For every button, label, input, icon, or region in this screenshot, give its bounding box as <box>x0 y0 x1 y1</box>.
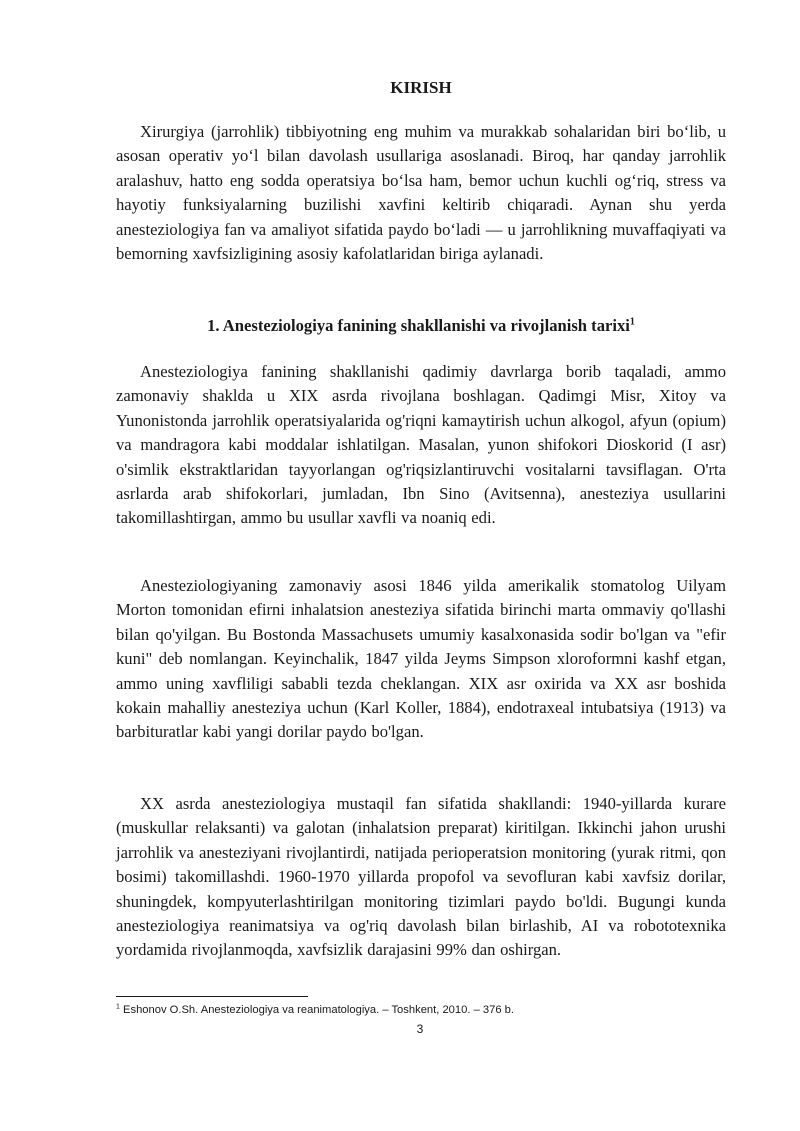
footnote-reference[interactable]: 1 <box>629 316 635 328</box>
section-heading-text: 1. Anesteziologiya fanining shakllanishi va rivojlanish tarixi <box>207 316 630 335</box>
footnote <box>116 1003 726 1018</box>
page-number: 3 <box>416 1022 424 1036</box>
footnote-text: Eshonov O.Sh. Anesteziologiya va reanimatologiya. – Toshkent, 2010. – 376 b. <box>119 1004 515 1016</box>
footnote-marker: 1 <box>116 1003 120 1011</box>
history-paragraph-2: Anesteziologiyaning zamonaviy asosi 1846 yilda amerikalik stomatolog Uilyam Morton tomonidan efirni inhalatsion anesteziya sifatida birinchi marta ommaviy qo'llashi bilan qo'yilgan. Bu Bostonda Massachusets umumiy kasalxonasida sodir bo'lgan va "efir kuni" deb nomlangan. Keyinchalik, 1847 yilda Jeyms Simpson xloroformni kashf etgan, ammo uning xavfliligi sababli tezda cheklangan. XIX asr oxirida va XX asr boshida kokain mahalliy anesteziya uchun (Karl Koller, 1884), endotraxeal intubatsiya (1913) va barbituratlar kabi yangi dorilar paydo bo'lgan. <box>116 576 726 742</box>
footnote-separator <box>116 996 308 997</box>
history-paragraph-1: Anesteziologiya fanining shakllanishi qadimiy davrlarga borib taqaladi, ammo zamonaviy shaklda u XIX asrda rivojlana boshlagan. Qadimgi Misr, Xitoy va Yunonistonda jarrohlik operatsiyalarida og'riqni kamaytirish uchun alkogol, afyun (opium) va mandragora kabi moddalar ishlatilgan. Masalan, yunon shifokori Dioskorid (I asr) o'simlik ekstraktlaridan tayyorlangan og'riqsizlantiruvchi vositalarni tavsiflagan. O'rta asrlarda arab shifokorlari, jumladan, Ibn Sino (Avitsenna), anesteziya usullarini takomillashtirgan, ammo bu usullar xavfli va noaniq edi. <box>116 362 726 528</box>
intro-paragraph: Xirurgiya (jarrohlik) tibbiyotning eng muhim va murakkab sohalaridan biri bo‘lib, u asosan operativ yo‘l bilan davolash usullariga asoslanadi. Biroq, har qanday jarrohlik aralashuv, hatto eng sodda operatsiya bo‘lsa ham, bemor uchun kuchli og‘riq, stress va hayotiy funksiyalarning buzilishi xavfini keltirib chiqaradi. Aynan shu yerda anesteziologiya fan va amaliyot sifatida paydo bo‘ladi — u jarrohlikning muvaffaqiyati va bemorning xavfsizligining asosiy kafolatlaridan biriga aylanadi. <box>116 122 726 264</box>
history-paragraph-3: XX asrda anesteziologiya mustaqil fan sifatida shakllandi: 1940-yillarda kurare (muskullar relaksanti) va galotan (inhalatsion preparat) kiritilgan. Ikkinchi jahon urushi jarrohlik va anesteziyani rivojlantirdi, natijada perioperatsion monitoring (yurak ritmi, qon bosimi) takomillashdi. 1960-1970 yillarda propofol va sevofluran kabi xavfsiz dorilar, shuningdek, kompyuterlashtirilgan monitoring tizimlari paydo bo'ldi. Bugungi kunda anesteziologiya reanimatsiya va og'riq davolash bilan birlashib, AI va robototexnika yordamida rivojlanmoqda, xavfsizlik darajasini 99% dan oshirgan. <box>116 794 726 960</box>
section-heading <box>116 314 726 338</box>
page-title: KIRISH <box>390 78 452 97</box>
